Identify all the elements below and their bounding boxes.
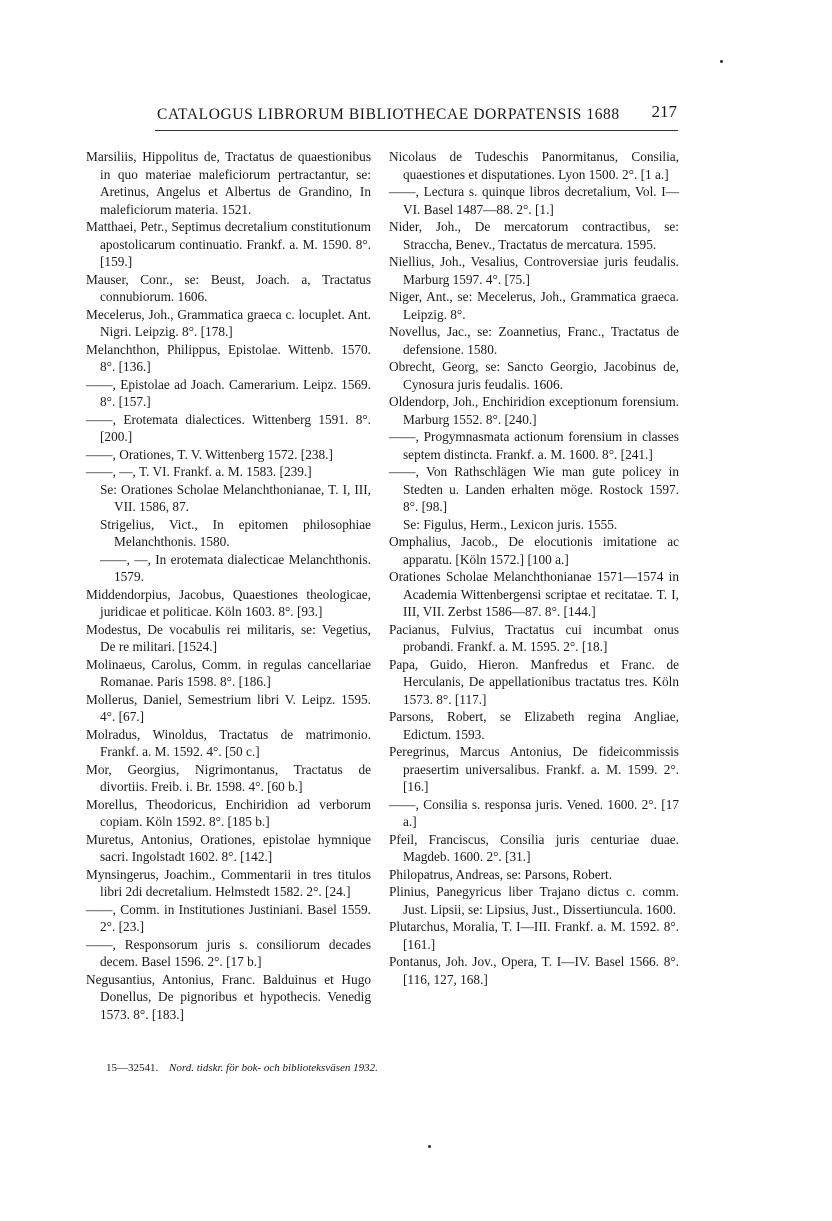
catalog-entry: Plinius, Panegyricus liber Trajano dictus c. comm. Just. Lipsii, se: Lipsius, Just., Dissertiuncula. 1600. (389, 884, 679, 917)
catalog-entry: Morellus, Theodoricus, Enchiridion ad verborum copiam. Köln 1592. 8°. [185 b.] (86, 796, 371, 829)
catalog-entry: Matthaei, Petr., Septimus decretalium constitutionum apostolicarum continuatio. Frankf. a. M. 1590. 8°. [159.] (86, 219, 371, 269)
catalog-entry: Se: Figulus, Herm., Lexicon juris. 1555. (403, 516, 618, 532)
speck-mark (428, 1145, 431, 1148)
catalog-entry: Nicolaus de Tudeschis Panormitanus, Consilia, quaestiones et disputationes. Lyon 1500. 2°. [1 a.] (389, 149, 679, 182)
catalog-entry: Parsons, Robert, se Elizabeth regina Angliae, Edictum. 1593. (389, 709, 679, 742)
catalog-entry: ——, Progymnasmata actionum forensium in classes septem distincta. Frankf. a. M. 1600. 8°. [241.] (389, 429, 679, 462)
catalog-entry: Papa, Guido, Hieron. Manfredus et Franc. de Herculanis, De appellationibus tractatus tres. Köln 1573. 8°. [117.] (389, 656, 679, 707)
catalog-entry: ——, —, In erotemata dialecticae Melanchthonis. 1579. (100, 551, 371, 584)
catalog-entry: Negusantius, Antonius, Franc. Balduinus et Hugo Donellus, De pignoribus et hypothecis. Venedig 1573. 8°. [183.] (86, 971, 371, 1022)
printer-signature: 15—32541. (106, 1062, 159, 1074)
speck-mark (720, 60, 723, 63)
catalog-entry: Strigelius, Vict., In epitomen philosophiae Melanchthonis. 1580. (100, 516, 371, 549)
catalog-entry: Mecelerus, Joh., Grammatica graeca c. locuplet. Ant. Nigri. Leipzig. 8°. [178.] (86, 306, 371, 339)
catalog-entry: Nider, Joh., De mercatorum contractibus, se: Straccha, Benev., Tractatus de mercatura. 1595. (389, 219, 679, 252)
catalog-entry: Melanchthon, Philippus, Epistolae. Wittenb. 1570. 8°. [136.] (86, 341, 371, 374)
page-number: 217 (651, 102, 677, 121)
running-title: CATALOGUS LIBRORUM BIBLIOTHECAE DORPATENSIS 1688 (157, 106, 620, 123)
catalog-entry: Omphalius, Jacob., De elocutionis imitatione ac apparatu. [Köln 1572.] [100 a.] (389, 534, 679, 567)
catalog-entry: ——, Orationes, T. V. Wittenberg 1572. [238.] (86, 446, 333, 462)
catalog-entry: Muretus, Antonius, Orationes, epistolae hymnique sacri. Ingolstadt 1602. 8°. [142.] (86, 831, 371, 864)
catalog-entry: Niger, Ant., se: Mecelerus, Joh., Grammatica graeca. Leipzig. 8°. (389, 289, 679, 322)
header-rule (155, 130, 678, 131)
catalog-entry: ——, Von Rathschlägen Wie man gute policey in Stedten u. Landen erhalten möge. Rostock 1597. 8°. [98.] (389, 464, 679, 514)
catalog-entry: Pontanus, Joh. Jov., Opera, T. I—IV. Basel 1566. 8°. [116, 127, 168.] (389, 954, 679, 987)
catalog-entry: ——, Erotemata dialectices. Wittenberg 1591. 8°. [200.] (86, 411, 371, 444)
catalog-entry: Marsiliis, Hippolitus de, Tractatus de quaestionibus in quo materiae maleficiorum pertractantur, se: Aretinus, Angelus et Albertus de Grandino, In maleficiorum materia. 1521. (86, 149, 371, 217)
catalog-entry: Oldendorp, Joh., Enchiridion exceptionum forensium. Marburg 1552. 8°. [240.] (389, 394, 679, 427)
catalog-entry: Niellius, Joh., Vesalius, Controversiae juris feudalis. Marburg 1597. 4°. [75.] (389, 254, 679, 287)
catalog-entry: Middendorpius, Jacobus, Quaestiones theologicae, juridicae et politicae. Köln 1603. 8°. [93.] (86, 586, 371, 619)
catalog-entry: Obrecht, Georg, se: Sancto Georgio, Jacobinus de, Cynosura juris feudalis. 1606. (389, 359, 679, 392)
catalog-entry: Mor, Georgius, Nigrimontanus, Tractatus de divortiis. Freib. i. Br. 1598. 4°. [60 b.] (86, 761, 371, 794)
catalog-entry: Mynsingerus, Joachim., Commentarii in tres titulos libri 2di decretalium. Helmstedt 1582. 2°. [24.] (86, 866, 371, 899)
catalog-entry: Philopatrus, Andreas, se: Parsons, Robert. (389, 866, 613, 882)
catalog-entry: ——, Consilia s. responsa juris. Vened. 1600. 2°. [17 a.] (389, 796, 679, 829)
journal-imprint: Nord. tidskr. för bok- och biblioteksväsen 1932. (169, 1062, 378, 1074)
catalog-entry: ——, —, T. VI. Frankf. a. M. 1583. [239.] (86, 464, 312, 479)
catalog-entry: Se: Orationes Scholae Melanchthonianae, T. I, III, VII. 1586, 87. (100, 481, 371, 514)
catalog-entry: Molradus, Winoldus, Tractatus de matrimonio. Frankf. a. M. 1592. 4°. [50 c.] (86, 726, 371, 759)
catalog-entry: Modestus, De vocabulis rei militaris, se: Vegetius, De re militari. [1524.] (86, 621, 371, 654)
page-footer (106, 1062, 378, 1074)
page-header (157, 102, 677, 130)
catalog-entry: ——, Responsorum juris s. consiliorum decades decem. Basel 1596. 2°. [17 b.] (86, 936, 371, 969)
catalog-entry: ——, Comm. in Institutiones Justiniani. Basel 1559. 2°. [23.] (86, 901, 371, 934)
catalog-entry: Orationes Scholae Melanchthonianae 1571—1574 in Academia Wittenbergensi scriptae et recitatae. T. I, III, VII. Zerbst 1586—87. 8°. [144.] (389, 569, 679, 619)
catalog-entry: Mauser, Conr., se: Beust, Joach. a, Tractatus connubiorum. 1606. (86, 271, 371, 304)
right-column (389, 148, 679, 988)
catalog-entry: Molinaeus, Carolus, Comm. in regulas cancellariae Romanae. Paris 1598. 8°. [186.] (86, 656, 371, 689)
catalog-entry: Plutarchus, Moralia, T. I—III. Frankf. a. M. 1592. 8°. [161.] (389, 919, 679, 952)
catalog-entry: Pfeil, Franciscus, Consilia juris centuriae duae. Magdeb. 1600. 2°. [31.] (389, 831, 679, 864)
catalog-entry: ——, Epistolae ad Joach. Camerarium. Leipz. 1569. 8°. [157.] (86, 376, 371, 409)
left-column (86, 148, 371, 1023)
catalog-entry: Peregrinus, Marcus Antonius, De fideicommissis praesertim universalibus. Frankf. a. M. 1599. 2°. [16.] (389, 744, 679, 794)
catalog-entry: Mollerus, Daniel, Semestrium libri V. Leipz. 1595. 4°. [67.] (86, 691, 371, 724)
catalog-entry: ——, Lectura s. quinque libros decretalium, Vol. I—VI. Basel 1487—88. 2°. [1.] (389, 184, 679, 217)
catalog-entry: Novellus, Jac., se: Zoannetius, Franc., Tractatus de defensione. 1580. (389, 324, 679, 357)
catalog-entry: Pacianus, Fulvius, Tractatus cui incumbat onus probandi. Frankf. a. M. 1595. 2°. [18.] (389, 621, 679, 654)
